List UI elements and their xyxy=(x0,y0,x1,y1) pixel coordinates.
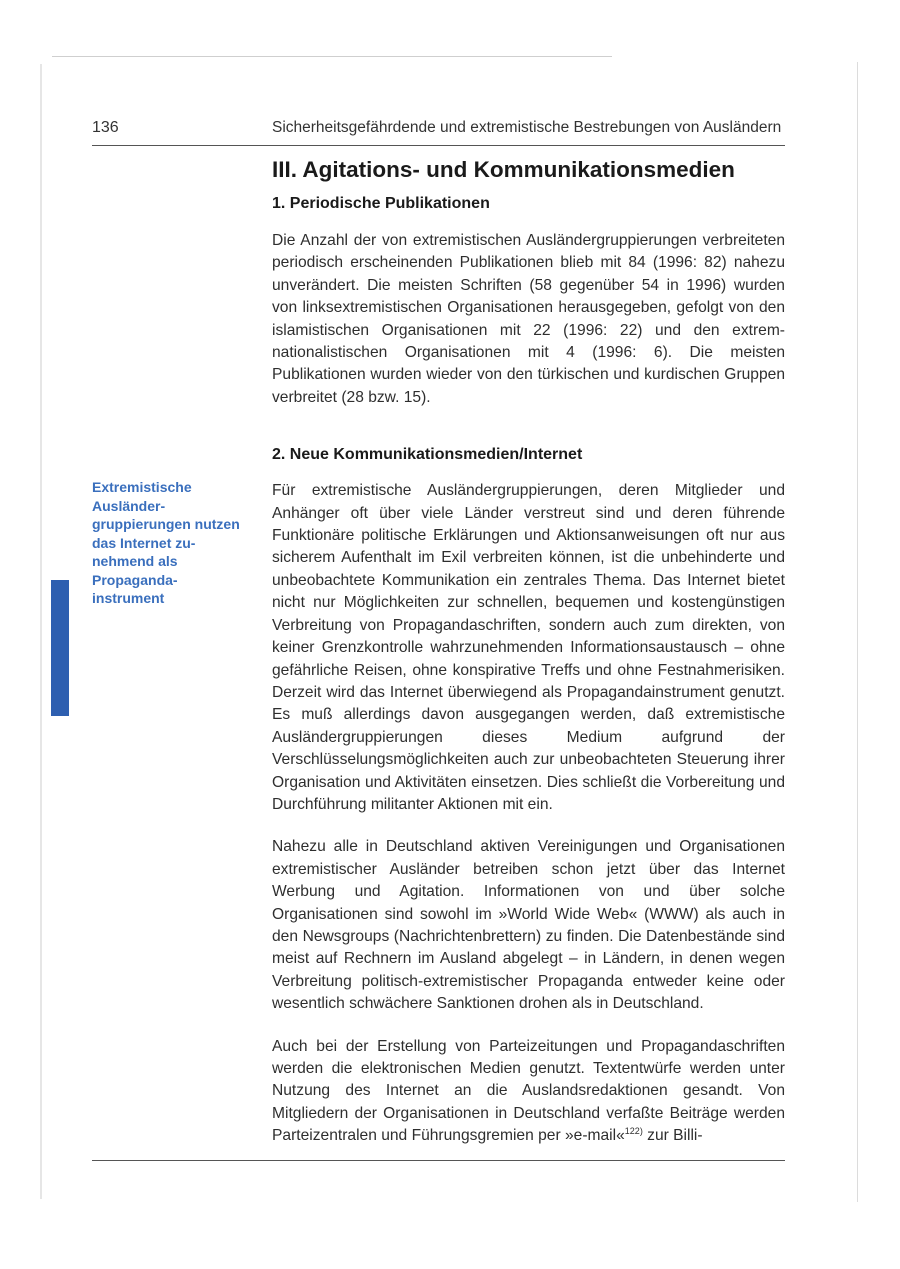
running-head: Sicherheitsgefährdende und extremistische Bestrebungen von Ausländern xyxy=(272,119,782,136)
paragraph: Nahezu alle in Deutschland aktiven Vereinigungen und Organisationen extremistischer Ausländer betreiben schon jetzt über das Internet Werbung und Agitation. Informationen von und über solche Organisationen sind sowohl im »World Wide Web« (WWW) als auch in den Newsgroups (Nachrichtenbrettern) zu finden. Die Datenbestände sind meist auf Rechnern im Ausland abgelegt – in Ländern, in denen wegen Verbreitung politisch-extremistischer Propaganda entweder keine oder wesentlich schwächere Sanktionen drohen als in Deutschland. xyxy=(272,838,785,1013)
section-title-periodische-publikationen: 1. Periodische Publikationen xyxy=(272,195,490,212)
scan-left-edge xyxy=(40,64,42,1199)
page-number: 136 xyxy=(92,119,119,136)
scan-right-edge xyxy=(857,62,858,1202)
footer-rule xyxy=(92,1160,785,1161)
margin-note: Extremistische Ausländergruppierungen nutzen das Internet zunehmend als Propagandainstrument xyxy=(92,479,240,606)
paragraph-text: Auch bei der Erstellung von Parteizeitungen und Propagandaschriften werden die elektronischen Medien genutzt. Textentwürfe werden unter Nutzung des Internet an die Auslandsredaktionen gesandt. Von Mitgliedern der Organisationen in Deutschland verfaßte Beiträge werden Parteizentralen und Führungsgremien per »e-mail« xyxy=(272,1037,785,1145)
footnote-reference: 122) xyxy=(624,1126,643,1137)
section-title-internet: 2. Neue Kommunikationsmedien/Internet xyxy=(272,446,583,464)
paragraph: Die Anzahl der von extremistischen Ausländergruppierungen verbreiteten periodisch erscheinenden Publikationen blieb mit 84 (1996: 82) nahezu unverändert. Die meisten Schriften (58 gegenüber 54 in 1996) wurden von linksextremistischen Organisationen herausgegeben, gefolgt von den islamistischen Organisationen mit 22 (1996: 22) und den extrem-nationalistischen Organisationen mit 4 (1996: 6). Die meisten Publikationen wurden wieder von den türkischen und kurdischen Gruppen verbreitet (28 bzw. 15). xyxy=(272,232,785,406)
paragraph: Für extremistische Ausländergruppierungen, deren Mitglieder und Anhänger oft über viele Länder verstreut sind und deren führende Funktionäre politische Erklärungen und Aktionsanweisungen oft nur aus sicherem Aufenthalt im Exil verbreiten können, ist die unbehinderte und unbeobachtete Kommunikation ein zentrales Thema. Das Internet bietet nicht nur Möglichkeiten zur schnellen, bequemen und kostengünstigen Verbreitung von Propagandaschriften, sondern auch zum direkten, von keiner Grenzkontrolle wahrzunehmenden Informationsaustausch – ohne gefährliche Reisen, ohne konspirative Treffs und ohne Festnahmerisiken. Derzeit wird das Internet überwiegend als Propagandainstrument genutzt. Es muß allerdings davon ausgegangen werden, daß extremistische Ausländergruppierungen dieses Medium aufgrund der Verschlüsselungsmöglichkeiten auch zur unbeobachteten Steuerung ihrer Organisation und Aktivitäten einsetzen. Dies schließt die Vorbereitung und Durchführung militanter Aktionen mit ein. xyxy=(272,482,785,813)
chapter-title: III. Agitations- und Kommunikationsmedien xyxy=(272,157,735,182)
margin-color-bar xyxy=(51,580,69,716)
header-rule xyxy=(92,145,785,146)
paragraph xyxy=(272,1036,785,1148)
paragraph-text-continued: zur Billi- xyxy=(642,1127,703,1145)
main-column xyxy=(272,155,785,1148)
scan-top-edge xyxy=(52,56,612,57)
